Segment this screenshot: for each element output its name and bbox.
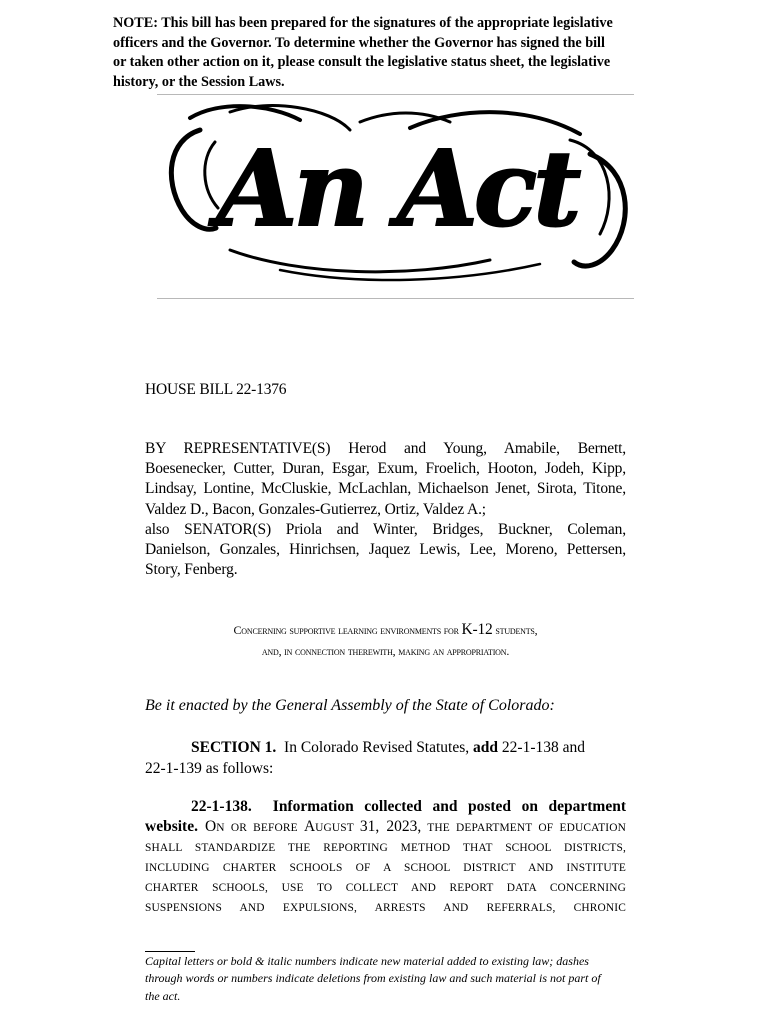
bill-title-text: Concerning supportive learning environments for — [233, 623, 462, 637]
footnote — [145, 953, 629, 1005]
an-act-emblem — [160, 100, 635, 290]
status-note-line: officers and the Governor. To determine whether the Governor has signed the bill — [113, 34, 605, 51]
bill-title-grade: K-12 — [461, 621, 493, 638]
bill-title-line: and, in connection therewith, making an appropriation. — [261, 644, 510, 658]
enacting-clause: Be it enacted by the General Assembly of the State of Colorado: — [145, 697, 555, 714]
statute-22-1-138 — [145, 797, 626, 918]
statute-line: INCLUDING CHARTER SCHOOLS OF A SCHOOL DISTRICT AND INSTITUTE — [145, 862, 626, 874]
an-act-emblem-text: An Act — [216, 127, 578, 250]
statute-line: SHALL STANDARDIZE THE REPORTING METHOD THAT SCHOOL DISTRICTS, — [145, 842, 626, 854]
sponsors-line: Story, Fenberg. — [145, 561, 238, 579]
section-1 — [145, 737, 626, 779]
bottom-divider — [157, 298, 634, 299]
footnote-line: the act. — [145, 988, 181, 1003]
statute-text: N OR BEFORE — [216, 822, 304, 834]
statute-number: 22-1-138. — [191, 798, 252, 815]
statute-text: THE DEPARTMENT OF EDUCATION — [421, 822, 626, 834]
section-1-line: 22-1-139 as follows: — [145, 760, 274, 777]
section-text: In Colorado Revised Statutes, — [284, 739, 474, 756]
status-note — [113, 14, 653, 92]
statute-line — [145, 797, 626, 817]
sponsors-paragraph — [145, 439, 626, 580]
bill-title-text: students, — [492, 623, 538, 637]
statute-text: O — [205, 818, 217, 835]
statute-text: UGUST — [315, 822, 360, 834]
status-note-line: NOTE: This bill has been prepared for the signatures of the appropriate legislative — [113, 15, 613, 31]
bill-title — [145, 619, 626, 662]
section-text: 22-1-138 and — [498, 739, 585, 756]
footnote-line: Capital letters or bold & italic numbers indicate new material added to existing law; dashes — [145, 954, 589, 968]
statute-text: A — [303, 818, 316, 835]
sponsors-line: Danielson, Gonzales, Hinrichsen, Jaquez Lewis, Lee, Moreno, Pettersen, — [145, 541, 626, 559]
bill-number: HOUSE BILL 22-1376 — [145, 381, 287, 398]
section-1-line — [145, 737, 626, 758]
sponsors-line: Valdez D., Bacon, Gonzales-Gutierrez, Ortiz, Valdez A.; — [145, 500, 486, 518]
statute-heading: Information collected and posted on department — [272, 798, 626, 815]
statute-heading: website. — [145, 818, 198, 835]
sponsors-line: BY REPRESENTATIVE(S) Herod and Young, Amabile, Bernett, — [145, 440, 626, 457]
statute-line: CHARTER SCHOOLS, USE TO COLLECT AND REPORT DATA CONCERNING — [145, 882, 626, 894]
sponsors-line: Lindsay, Lontine, McCluskie, McLachlan, Michaelson Jenet, Sirota, Titone, — [145, 480, 626, 498]
sponsors-line: also SENATOR(S) Priola and Winter, Bridges, Buckner, Coleman, — [145, 520, 626, 538]
statute-line: SUSPENSIONS AND EXPULSIONS, ARRESTS AND REFERRALS, CHRONIC — [145, 902, 626, 914]
bill-title-line — [145, 619, 626, 641]
statute-date: 31, 2023, — [359, 818, 422, 835]
section-heading: SECTION 1. — [191, 739, 277, 756]
statute-line — [145, 817, 626, 838]
section-add-keyword: add — [473, 739, 499, 756]
footnote-rule — [145, 951, 195, 952]
status-note-line: history, or the Session Laws. — [113, 73, 285, 90]
top-divider — [157, 94, 634, 95]
footnote-line: through words or numbers indicate deletions from existing law and such material is not part of — [145, 971, 601, 986]
status-note-line: or taken other action on it, please consult the legislative status sheet, the legislative — [113, 54, 611, 70]
sponsors-line: Boesenecker, Cutter, Duran, Esgar, Exum, Froelich, Hooton, Jodeh, Kipp, — [145, 460, 626, 478]
